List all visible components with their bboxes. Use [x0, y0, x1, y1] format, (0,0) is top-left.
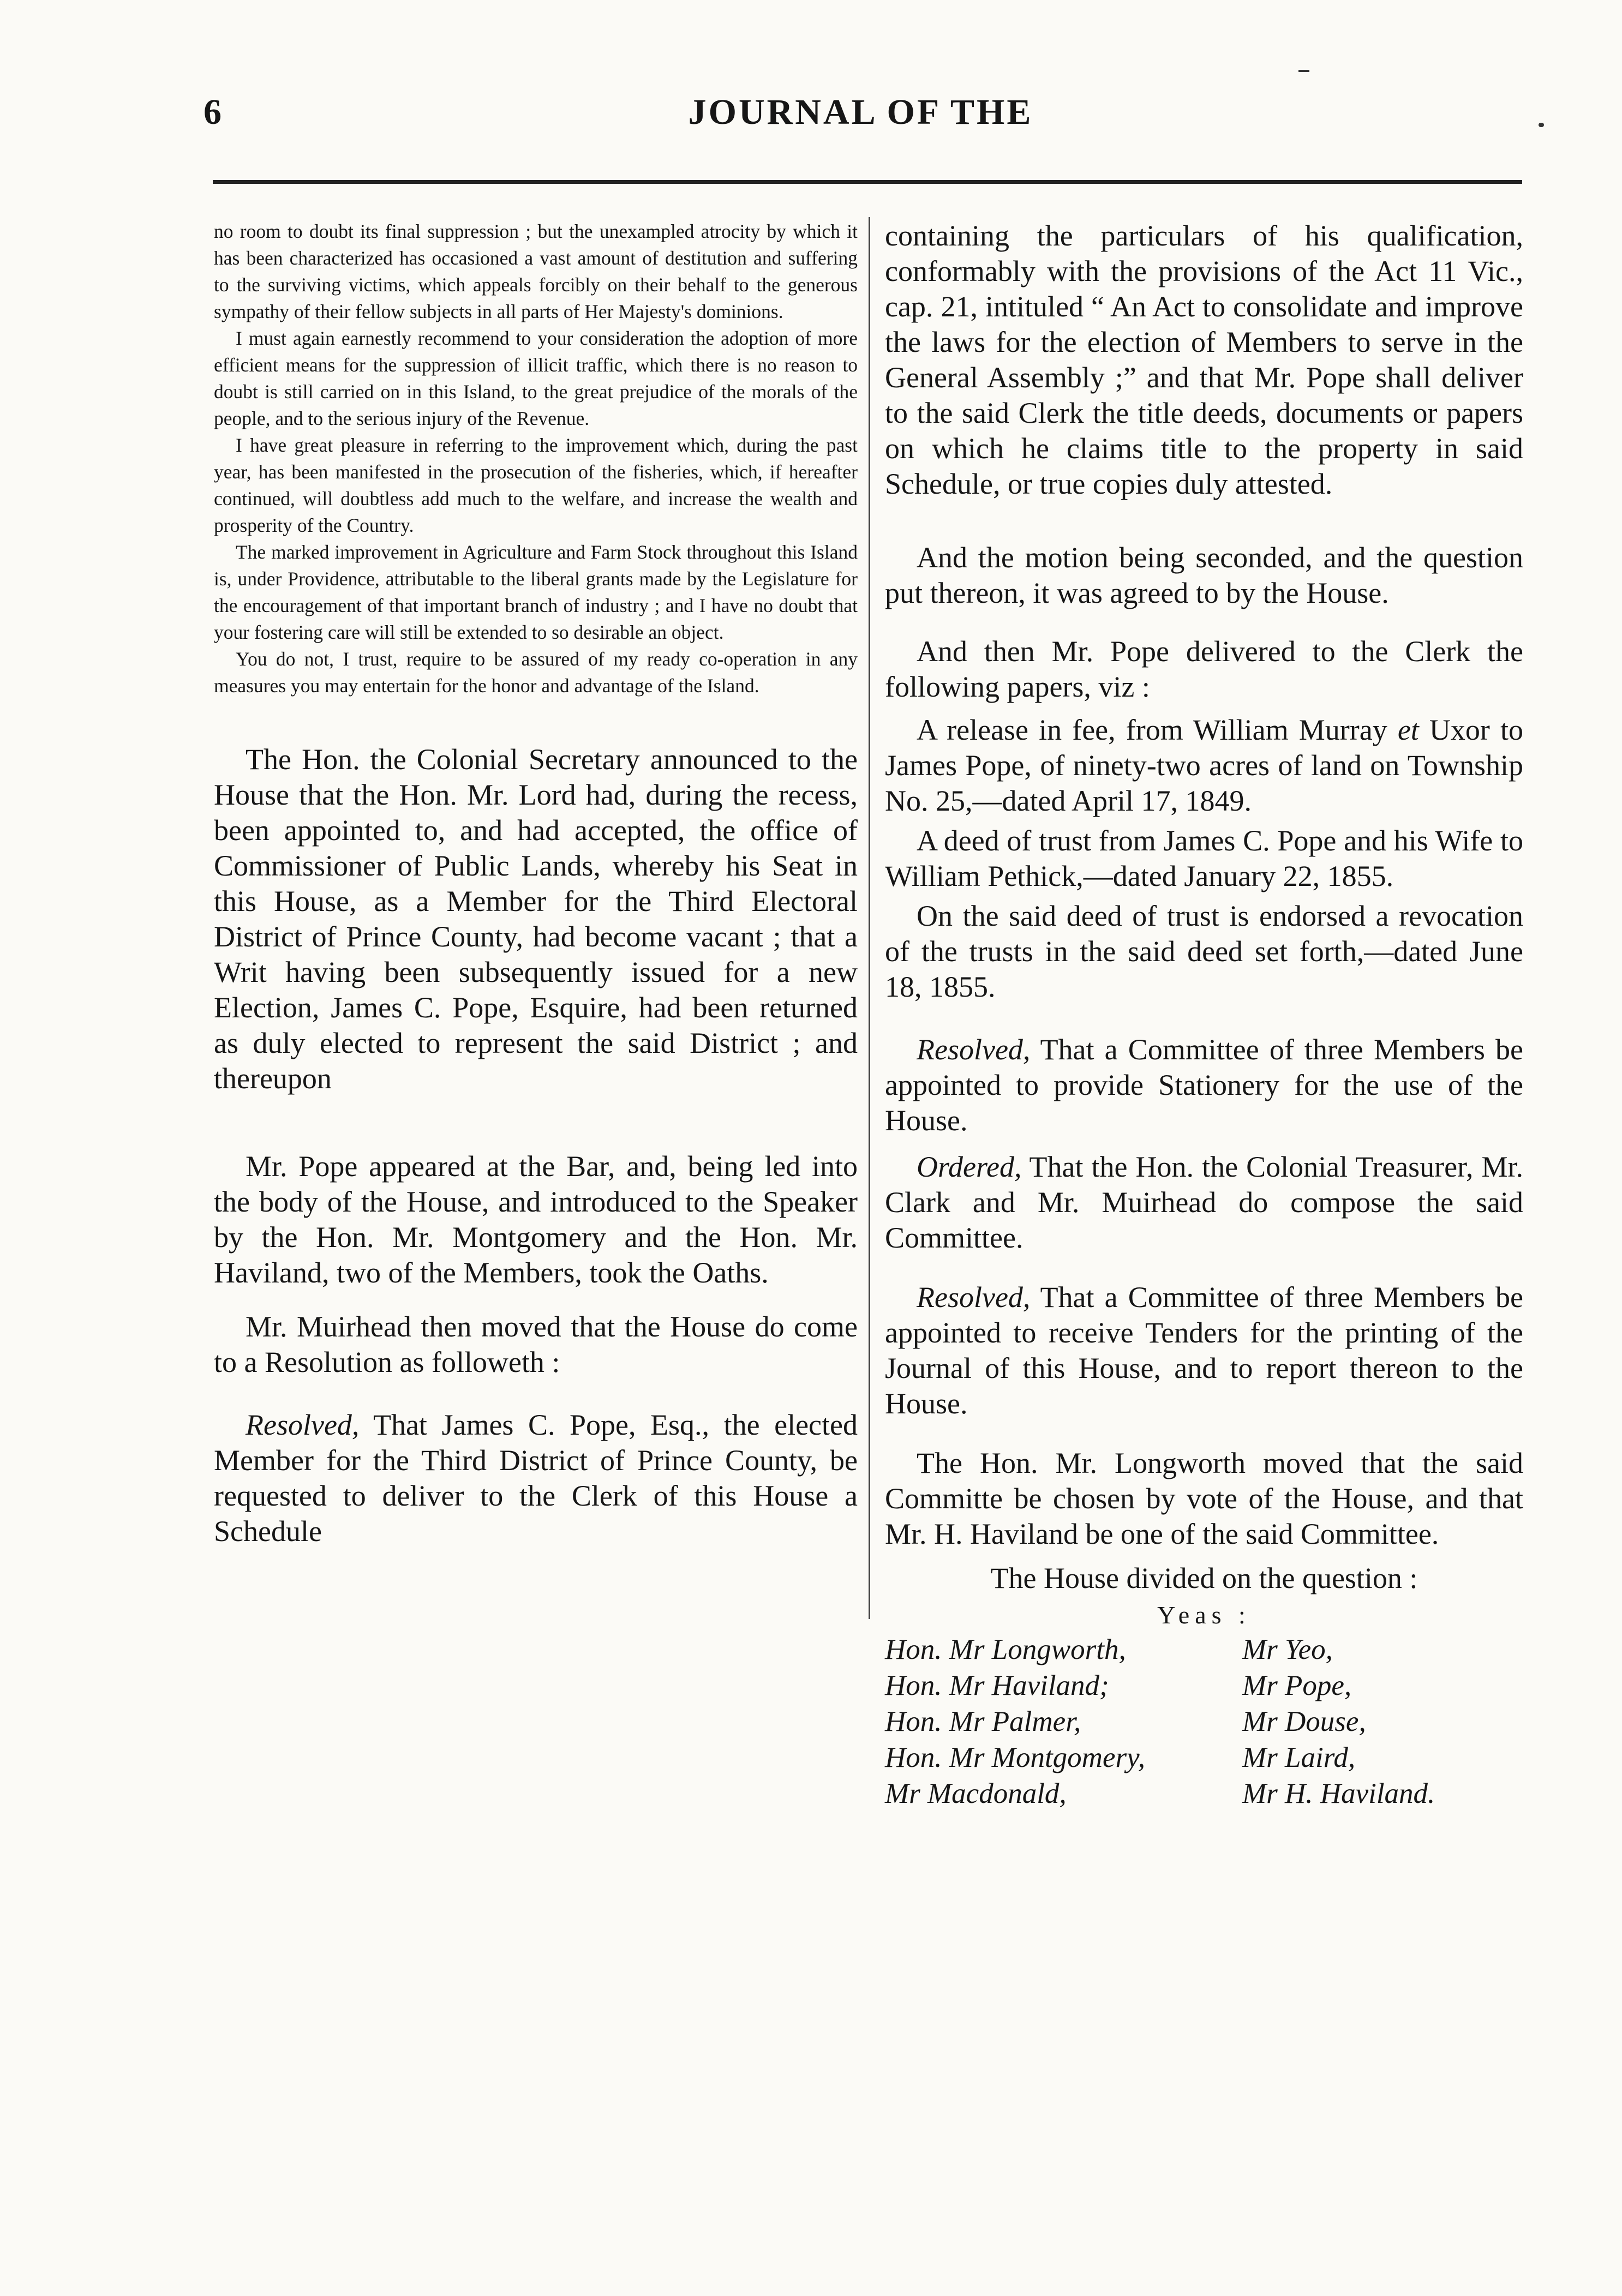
proceedings-left	[214, 742, 858, 1549]
speech-paragraph: I must again earnestly recommend to your consideration the adoption of more efficient means for the suppression of illicit traffic, which there is no reason to doubt is still carried on in this Island, to the great prejudice of the morals of the people, and to the serious injury of the Revenue.	[214, 327, 858, 429]
printing-mark	[1298, 70, 1309, 72]
yeas-member: Mr Pope,	[1242, 1670, 1352, 1701]
yeas-member: Hon. Mr Longworth,	[885, 1634, 1126, 1665]
resolved-label: Resolved,	[246, 1408, 360, 1441]
right-column	[885, 218, 1523, 1812]
yeas-member: Mr Douse,	[1242, 1706, 1366, 1737]
speech-paragraph: I have great pleasure in referring to the improvement which, during the past year, has been manifested in the prosecution of the fisheries, which, if hereafter continued, will doubtless add much to the welfare, and increase the wealth and prosperity of the Country.	[214, 434, 858, 536]
paragraph-endorsed: On the said deed of trust is endorsed a revocation of the trusts in the said deed set forth,—dated June 18, 1855.	[885, 900, 1523, 1003]
yeas-row	[885, 1740, 1523, 1776]
paragraph-resolved-stationery: Resolved, That a Committee of three Members be appointed to provide Stationery for the use of the House.	[885, 1033, 1523, 1137]
paragraph-seconded: And the motion being seconded, and the question put thereon, it was agreed to by the House.	[885, 541, 1523, 609]
printing-mark	[1539, 123, 1544, 127]
speech-paragraph: You do not, I trust, require to be assured of my ready co-operation in any measures you may entertain for the honor and advantage of the Island.	[214, 648, 858, 697]
header-rule	[213, 180, 1522, 184]
page-header	[199, 92, 1522, 157]
paragraph-longworth: The Hon. Mr. Longworth moved that the said Committe be chosen by vote of the House, and that Mr. H. Haviland be one of the said Committee.	[885, 1447, 1523, 1550]
yeas-member: Mr Yeo,	[1242, 1634, 1333, 1665]
speech-paragraph: no room to doubt its final suppression ; but the unexampled atrocity by which it has been characterized has occasioned a vast amount of destitution and suffering to the surviving victims, which appeals forcibly on their behalf to the generous sympathy of their fellow subjects in all parts of Her Majesty's dominions.	[214, 220, 858, 322]
paragraph-delivered: And then Mr. Pope delivered to the Clerk the following papers, viz :	[885, 635, 1523, 703]
yeas-row	[885, 1776, 1523, 1812]
paragraph-muirhead: Mr. Muirhead then moved that the House do come to a Resolution as followeth :	[214, 1310, 858, 1378]
paragraph-ordered: Ordered, That the Hon. the Colonial Treasurer, Mr. Clark and Mr. Muirhead do compose the said Committee.	[885, 1150, 1523, 1254]
paragraph-resolved-tenders: Resolved, That a Committee of three Members be appointed to receive Tenders for the printing of the Journal of this House, and to report thereon to the House.	[885, 1281, 1523, 1420]
column-divider	[869, 217, 870, 1619]
yeas-member: Hon. Mr Haviland;	[885, 1670, 1109, 1701]
yeas-member: Mr Laird,	[1242, 1742, 1356, 1773]
yeas-list	[885, 1632, 1523, 1812]
paragraph-release: A release in fee, from William Murray et Uxor to James Pope, of ninety-two acres of land on Township No. 25,—dated April 17, 1849.	[885, 714, 1523, 817]
yeas-row	[885, 1632, 1523, 1668]
yeas-member: Hon. Mr Montgomery,	[885, 1742, 1145, 1773]
yeas-heading: Yeas :	[1157, 1601, 1251, 1629]
paragraph-continuation: containing the particulars of his qualification, conformably with the provisions of the Act 11 Vic., cap. 21, intituled “ An Act to consolidate and improve the laws for the election of Members to serve in the General Assembly ;” and that Mr. Pope shall deliver to the said Clerk the title deeds, documents or papers on which he claims title to the property in said Schedule, or true copies duly attested.	[885, 219, 1523, 500]
yeas-member: Mr H. Haviland.	[1242, 1778, 1435, 1809]
governors-speech	[214, 218, 858, 699]
page-number: 6	[204, 92, 222, 132]
yeas-row	[885, 1668, 1523, 1704]
paragraph-pope-appeared: Mr. Pope appeared at the Bar, and, being led into the body of the House, and introduced to the Speaker by the Hon. Mr. Montgomery and the Hon. Mr. Haviland, two of the Members, took the Oaths.	[214, 1150, 858, 1289]
paragraph-secretary: The Hon. the Colonial Secretary announced to the House that the Hon. Mr. Lord had, during the recess, been appointed to, and had accepted, the office of Commissioner of Public Lands, whereby his Seat in this House, as a Member for the Third Electoral District of Prince County, had become vacant ; that a Writ having been subsequently issued for a new Election, James C. Pope, Esquire, had been returned as duly elected to represent the said District ; and thereupon	[214, 743, 858, 1095]
paragraph-resolved-pope: Resolved, That James C. Pope, Esq., the elected Member for the Third District of Prince County, be requested to deliver to the Clerk of this House a Schedule	[214, 1408, 858, 1548]
yeas-member: Hon. Mr Palmer,	[885, 1706, 1081, 1737]
paragraph-divided: The House divided on the question :	[990, 1562, 1418, 1594]
running-title: JOURNAL OF THE	[688, 92, 1033, 132]
yeas-row	[885, 1704, 1523, 1740]
paragraph-deed: A deed of trust from James C. Pope and his Wife to William Pethick,—dated January 22, 1855.	[885, 824, 1523, 892]
yeas-member: Mr Macdonald,	[885, 1778, 1067, 1809]
left-column	[214, 218, 858, 1568]
speech-paragraph: The marked improvement in Agriculture and Farm Stock throughout this Island is, under Providence, attributable to the liberal grants made by the Legislature for the encouragement of that important branch of industry ; and I have no doubt that your fostering care will still be extended to so desirable an object.	[214, 541, 858, 643]
